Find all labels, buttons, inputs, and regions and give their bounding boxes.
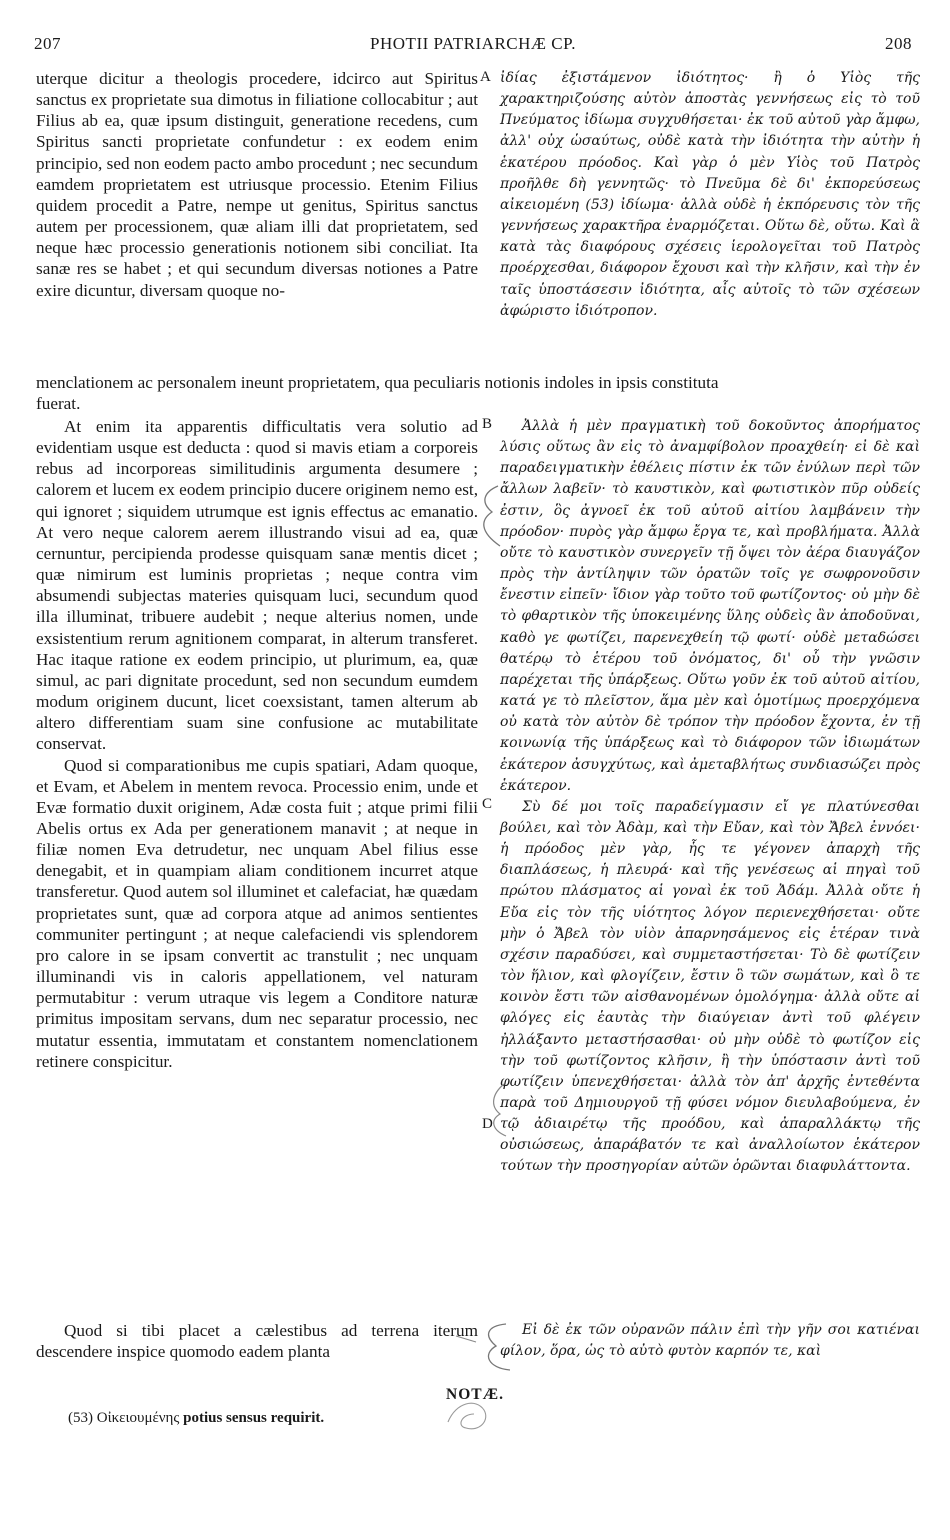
latin-paragraph-3: Quod si comparationibus me cupis spatiari, Adam quoque, et Evam, et Abelem in mentem revoca. Processio enim, unde et Evæ formatio duxit originem, Adæ costa fuit ; atque primi filii Abelis ortus ex Ada per generationem manavit ; at neque in filiæ nomen Eva detrudetur, nec unquam Abel filius esse denegabit, et in quampiam aliam conditionem incurret atque transferetur. Quod autem sol illuminet et calefaciat, hæ quædam proprietates sunt, quæ ad corpora atque ad animos sentientes communiter pertingunt ; at neque calefaciendi vis splendorem pro calore in se ipsam convertit ac transtulit ; nec unquam illuminandi vis in caloris appellationem, vel naturam permutabitur : verum utraque vis legem a Conditore naturæ primitus impositam servans, dum nec separatur processio, nec mutatur essentia, immutatam et constantem nomenclationem retinere conspicitur. <box>36 755 478 1071</box>
footnote-text: potius sensus requirit. <box>183 1410 325 1426</box>
margin-letter-b: B <box>482 416 493 432</box>
right-page-number: 208 <box>885 34 912 53</box>
greek-column-block-3 <box>500 1320 920 1362</box>
greek-column-block-2 <box>500 416 920 1178</box>
latin-paragraph-2: At enim ita apparentis difficultatis vera solutio ad evidentiam usque est deducta : quod si mavis etiam a corporeis rebus ad incorporeas similitudinis argumenta desumere ; calorem et lucem ex eodem principio ducere originem nemo est, qui ignoret ; siquidem utrumque est ignis effectus ac emanatio. At vero neque calorem aerem illustrando visui ad ea, quæ cernuntur, percipienda prodesse quisquam sanæ mentis dicet ; quæ nimirum est luminis proprietas ; neque contra vim absumendi subjectas materies quisquam luci, secundum quod illa illuminat, tribuere audebit ; neque alterius nomen, unde exsistentium rerum agnitionem comparat, in alterum transferet. Hac itaque ratione ex eodem principio, ut plurimum, ea, quæ simul, ac pari dignitate procedunt, sed non secundum eumdem modum originem ducunt, licet coexsistant, tamen alterum ab altero differentiam suam sine confusione ac mutabilitate conservat. <box>36 417 478 754</box>
greek-paragraph-1: ἰδίας ἐξιστάμενον ἰδιότητος· ἢ ὁ Υἱὸς τῆς χαρακτηριζούσης αὐτὸν ἀποστὰς γεννήσεως εἰς τὸ τοῦ Πνεύματος ἰδίωμα συγχυθήσεται· ἐκ τοῦ αὐτοῦ γὰρ ἄμφω, ἀλλ' οὐχ ὡσαύτως, οὐδὲ κατὰ τὴν ἰδιότητα τὴν αὐτὴν ἡ ἑκατέρου πρόοδος. Καὶ γὰρ ὁ μὲν Υἱὸς τοῦ Πατρὸς προῆλθε δὴ γεννητῶς· τὸ Πνεῦμα δὲ δι' ἐκπορεύσεως αἰκειομένη (53) ἰδίωμα· ἀλλὰ οὐδὲ ἡ ἐκπόρευσις τὸν τῆς γεννήσεως χαρακτῆρα ἐναρμόζεται. Οὕτω δὲ, οὕτω. Καὶ ἃ κατὰ τὰς διαφόρους σχέσεις ἱερολογεῖται τοῦ Πατρὸς προέρχεσθαι, διάφορον ἔχουσι καὶ τὴν κλῆσιν, καὶ τὴν ἐν ταῖς ὑποστάσεσιν ἰδιότητα, αἷς αὐτοῖς τὸ τῶν σχέσεων ἀφώριστο ἰδιότροπον. <box>500 70 920 319</box>
margin-letter-d: D <box>482 1116 493 1132</box>
handwritten-bracket-mark <box>440 480 504 550</box>
latin-column-block-1 <box>36 68 478 384</box>
page-header <box>34 34 912 58</box>
running-title: PHOTII PATRIARCHÆ CP. <box>370 34 576 53</box>
greek-paragraph-3: Σὺ δέ μοι τοῖς παραδείγμασιν εἴ γε πλατύνεσθαι βούλει, καὶ τὸν Ἀδὰμ, καὶ τὴν Εὔαν, καὶ τὸν Ἄβελ ἐννόει· ἡ πρόοδος μὲν γὰρ, ἧς τε γέγονεν ἀπαρχὴ τῆς διαπλάσεως, ἡ πλευρά· καὶ τῆς γενέσεως αἱ πηγαὶ τοῦ πρώτου πλάσματος αἱ γοναὶ ἐκ τοῦ Ἀδάμ. Ἀλλὰ οὔτε ἡ Εὔα εἰς τὸν τῆς υἱότητος λόγον περιενεχθήσεται· οὔτε μὴν ὁ Ἄβελ τὸν υἱὸν ἀπαρνησάμενος εἰς ἑτέραν τινὰ σχέσιν παραδύσει, καὶ συμμεταστήσεται· Τὸ δὲ φωτίζειν τὸν ἥλιον, καὶ φλογίζειν, ἔστιν ὃ τῶν σωμάτων, καὶ ὃ τε κοινὸν ἔστι τῶν αἰσθανομένων ὁμολόγημα· ἀλλὰ οὔτε αἱ φλόγες εἰς ἑαυτὰς τὴν διαύγειαν ἀντὶ τοῦ φλέγειν ἠλλάξαντο μεταστήσασθαι· οὐ μὴν οὐδὲ τὸ φωτίζον εἰς τὴν τοῦ φωτίζοντος κλῆσιν, ἢ τὴν ὑπόστασιν ἀντὶ τοῦ φωτίζειν ὑπενεχθήσεται· ἀλλὰ τὸν ἀπ' ἀρχῆς ἐντεθέντα παρὰ τοῦ Δημιουργοῦ τῇ φύσει νόμον διευλαβούμενα, ἐν τῷ ἀδιαιρέτῳ τῆς προόδου, καὶ ἀπαραλλάκτῳ τῆς οὐσιώσεως, ἀπαράβατόν τε καὶ ἀναλλοίωτον ἑκάτερον τούτων τὴν προσηγορίαν αὐτῶν ὁρῶνται διαφυλάττοντα. <box>500 798 920 1175</box>
handwritten-scribble-mark <box>436 1316 516 1376</box>
handwritten-bracket-mark-2 <box>470 1080 510 1140</box>
greek-paragraph-2: Ἀλλὰ ἡ μὲν πραγματικὴ τοῦ δοκοῦντος ἀπορήματος λύσις οὕτως ἂν εἰς τὸ ἀναμφίβολον προαχθείη· εἰ δὲ καὶ παραδειγματικὴν ἐθέλεις πίστιν ἐκ τῶν ἐνύλων περὶ τῶν ἄλλων λαβεῖν· τὸ καυστικὸν, καὶ φωτιστικὸν πῦρ οὐδείς ἐστιν, ὃς ἀγνοεῖ ἐκ τοῦ αὐτοῦ αἰτίου λαμβάνειν τὴν πρόοδον· πυρὸς γὰρ ἄμφω ἔργα τε, καὶ προβλήματα. Ἀλλὰ οὔτε τὸ καυστικὸν συνεργεῖν τῇ ὄψει τὸν ἀέρα διαυγάζον πρὸς τὴν ἀντίληψιν τῶν ὁρατῶν τοῖς γε σωφρονοῦσιν ἔνεστιν εἰπεῖν· ἴδιον γὰρ τοῦτο τοῦ φωτίζοντος· οὐ μὴν δὲ τὸ φθαρτικὸν τῆς ὑποκειμένης ὕλης οὐδεὶς ἂν ἀποδοῦναι, καθὸ γε φωτίζει, παρενεχθείη τῷ φωτί· οὐδὲ μεταδώσει θατέρῳ τὸ ἑτέρου τοῦ ὀνόματος, δι' οὗ τὴν γνῶσιν παρέχεται τῆς ὑπάρξεως. Οὕτω γοῦν ἐκ τοῦ αὐτοῦ αἰτίου, κατά γε τὸ πλεῖστον, ἅμα μὲν καὶ ὁμοτίμως προερχόμενα οὐ κατὰ τὸν αὐτὸν δὲ τρόπον τὴν πρόοδον ἔχοντα, ἐν τῇ κοινωνίᾳ τῆς ὑπάρξεως καὶ τὸ διάφορον τῶν ἰδιωμάτων ἑκάτερον ἀσυγχύτως, καὶ ἀμεταβλήτως συνδιασώζει πρὸς ἑκάτερον. <box>500 418 920 794</box>
latin-paragraph-1: uterque dicitur a theologis procedere, idcirco aut Spiritus sanctus ex proprietate sua dimotus in filiatione collocabitur ; aut Filius ab ea, quæ ipsum distinguit, generatione recedens, cum Spiritus sancti proprietate confundetur : ex eodem enim principio, sed non eodem pacto ambo procedunt ; nec secundum eamdem proprietatem est utriusque processio. Etenim Filius quidem procedit a Patre, nempe ut genitus, Spiritus sanctus autem per processionem, quæ aliam illi dat proprietatem, sed neque hæc processio generationis notionem sibi conciliat. Ita sanæ res se habet ; et qui secundum diversas notiones a Patre exire dicuntur, diversam quoque no- <box>36 69 478 300</box>
footnote-53 <box>68 1410 324 1427</box>
latin-column-block-2 <box>36 416 478 1072</box>
latin-paragraph-4: Quod si tibi placet a cælestibus ad terrena iterum descendere inspice quomodo eadem planta <box>36 1321 478 1362</box>
latin-fuerat: fuerat. <box>36 394 81 413</box>
notes-heading: NOTÆ. <box>446 1386 504 1403</box>
footnote-greek-word: Οἰκειουμένης <box>96 1410 180 1426</box>
left-page-number: 207 <box>34 34 61 53</box>
margin-letter-c: C <box>482 796 493 812</box>
greek-paragraph-4: Εἰ δὲ ἐκ τῶν οὐρανῶν πάλιν ἐπὶ τὴν γῆν σοι κατιέναι φίλον, ὅρα, ὡς τὸ αὐτὸ φυτὸν καρπόν τε, καὶ <box>500 1322 920 1360</box>
handwritten-signature-mark <box>440 1392 500 1438</box>
full-width-line: menclationem ac personalem ineunt proprietatem, qua peculiaris notionis indoles in ipsis constituta <box>36 373 719 392</box>
latin-column-block-3 <box>36 1320 478 1362</box>
greek-column-block-1 <box>500 68 920 364</box>
footnote-ref: (53) <box>68 1410 93 1426</box>
margin-letter-a: A <box>480 69 491 85</box>
